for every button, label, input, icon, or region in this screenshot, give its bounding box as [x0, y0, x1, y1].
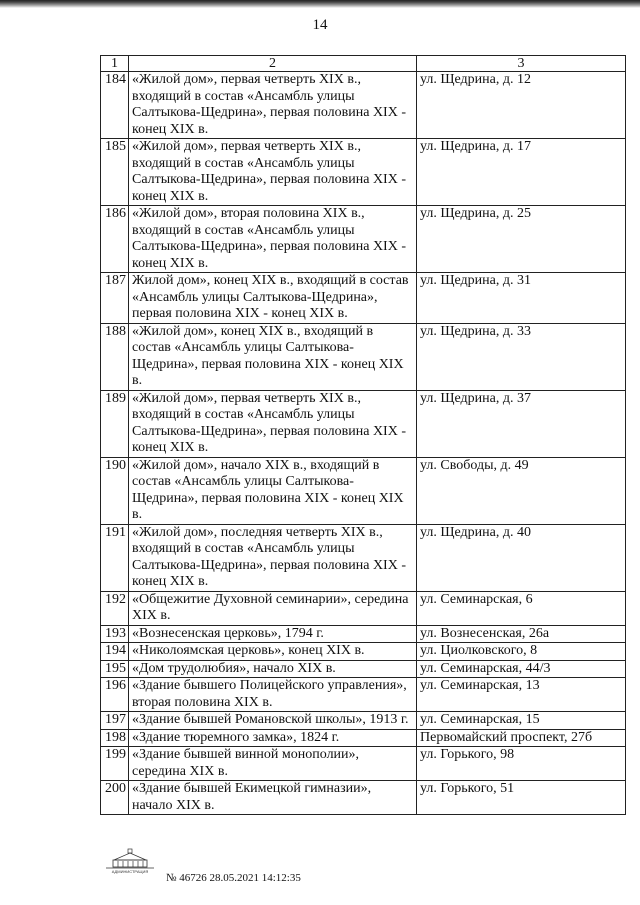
- table-row: [101, 139, 626, 206]
- table-row: [101, 729, 626, 747]
- object-name: «Жилой дом», вторая половина XIX в., входящий в состав «Ансамбль улицы Салтыкова-Щедрина», первая половина XIX - конец XIX в.: [129, 206, 417, 273]
- object-name: «Здание бывшей Екимецкой гимназии», начало XIX в.: [129, 781, 417, 815]
- object-address: ул. Циолковского, 8: [417, 643, 626, 661]
- object-address: ул. Щедрина, д. 40: [417, 524, 626, 591]
- row-number: 200: [101, 781, 129, 815]
- table-row: [101, 781, 626, 815]
- table-row: [101, 747, 626, 781]
- table-row: [101, 591, 626, 625]
- object-address: ул. Щедрина, д. 37: [417, 390, 626, 457]
- row-number: 190: [101, 457, 129, 524]
- object-name: «Вознесенская церковь», 1794 г.: [129, 625, 417, 643]
- object-address: ул. Семинарская, 15: [417, 712, 626, 730]
- object-address: ул. Вознесенская, 26а: [417, 625, 626, 643]
- object-name: «Дом трудолюбия», начало XIX в.: [129, 660, 417, 678]
- table-row: [101, 72, 626, 139]
- table-row: [101, 643, 626, 661]
- object-address: ул. Семинарская, 44/3: [417, 660, 626, 678]
- row-number: 194: [101, 643, 129, 661]
- object-address: ул. Семинарская, 6: [417, 591, 626, 625]
- row-number: 193: [101, 625, 129, 643]
- object-address: ул. Щедрина, д. 25: [417, 206, 626, 273]
- table-body: [101, 56, 626, 815]
- header-col-3: 3: [417, 56, 626, 72]
- object-name: «Жилой дом», первая четверть XIX в., входящий в состав «Ансамбль улицы Салтыкова-Щедрина», первая половина XIX - конец XIX в.: [129, 390, 417, 457]
- row-number: 199: [101, 747, 129, 781]
- object-name: «Жилой дом», первая четверть XIX в., входящий в состав «Ансамбль улицы Салтыкова-Щедрина», первая половина XIX - конец XIX в.: [129, 139, 417, 206]
- table-row: [101, 206, 626, 273]
- row-number: 185: [101, 139, 129, 206]
- row-number: 188: [101, 323, 129, 390]
- table-header-row: [101, 56, 626, 72]
- row-number: 184: [101, 72, 129, 139]
- header-col-1: 1: [101, 56, 129, 72]
- table-row: [101, 625, 626, 643]
- logo-caption: АДМИНИСТРАЦИЯ: [111, 869, 149, 874]
- document-stamp: № 46726 28.05.2021 14:12:35: [166, 872, 301, 884]
- object-name: «Здание бывшей винной монополии», середина XIX в.: [129, 747, 417, 781]
- object-address: ул. Щедрина, д. 31: [417, 273, 626, 324]
- object-name: «Жилой дом», последняя четверть XIX в., входящий в состав «Ансамбль улицы Салтыкова-Щедрина», первая половина XIX - конец XIX в.: [129, 524, 417, 591]
- row-number: 187: [101, 273, 129, 324]
- object-name: «Жилой дом», первая четверть XIX в., входящий в состав «Ансамбль улицы Салтыкова-Щедрина», первая половина XIX - конец XIX в.: [129, 72, 417, 139]
- object-address: ул. Семинарская, 13: [417, 678, 626, 712]
- row-number: 197: [101, 712, 129, 730]
- object-address: ул. Щедрина, д. 33: [417, 323, 626, 390]
- table-row: [101, 390, 626, 457]
- object-name: «Жилой дом», конец XIX в., входящий в состав «Ансамбль улицы Салтыкова-Щедрина», первая половина XIX - конец XIX в.: [129, 323, 417, 390]
- object-address: ул. Свободы, д. 49: [417, 457, 626, 524]
- scan-edge-shadow: [0, 0, 640, 8]
- object-name: «Здание бывшего Полицейского управления», вторая половина XIX в.: [129, 678, 417, 712]
- object-name: «Общежитие Духовной семинарии», середина XIX в.: [129, 591, 417, 625]
- row-number: 186: [101, 206, 129, 273]
- object-name: «Жилой дом», начало XIX в., входящий в состав «Ансамбль улицы Салтыкова-Щедрина», первая половина XIX - конец XIX в.: [129, 457, 417, 524]
- administration-building-logo: [104, 848, 156, 874]
- table-row: [101, 323, 626, 390]
- object-name: Жилой дом», конец XIX в., входящий в состав «Ансамбль улицы Салтыкова-Щедрина», первая половина XIX - конец XIX в.: [129, 273, 417, 324]
- table-row: [101, 457, 626, 524]
- table-row: [101, 273, 626, 324]
- heritage-objects-table: [100, 55, 626, 815]
- object-address: ул. Щедрина, д. 17: [417, 139, 626, 206]
- object-address: ул. Горького, 51: [417, 781, 626, 815]
- row-number: 195: [101, 660, 129, 678]
- table-row: [101, 678, 626, 712]
- header-col-2: 2: [129, 56, 417, 72]
- object-address: ул. Щедрина, д. 12: [417, 72, 626, 139]
- row-number: 192: [101, 591, 129, 625]
- row-number: 191: [101, 524, 129, 591]
- table-row: [101, 712, 626, 730]
- page-number: 14: [312, 17, 328, 33]
- table-row: [101, 660, 626, 678]
- object-name: «Здание тюремного замка», 1824 г.: [129, 729, 417, 747]
- object-name: «Здание бывшей Романовской школы», 1913 г.: [129, 712, 417, 730]
- object-address: ул. Горького, 98: [417, 747, 626, 781]
- row-number: 189: [101, 390, 129, 457]
- object-address: Первомайский проспект, 27б: [417, 729, 626, 747]
- row-number: 198: [101, 729, 129, 747]
- table-row: [101, 524, 626, 591]
- row-number: 196: [101, 678, 129, 712]
- object-name: «Николоямская церковь», конец XIX в.: [129, 643, 417, 661]
